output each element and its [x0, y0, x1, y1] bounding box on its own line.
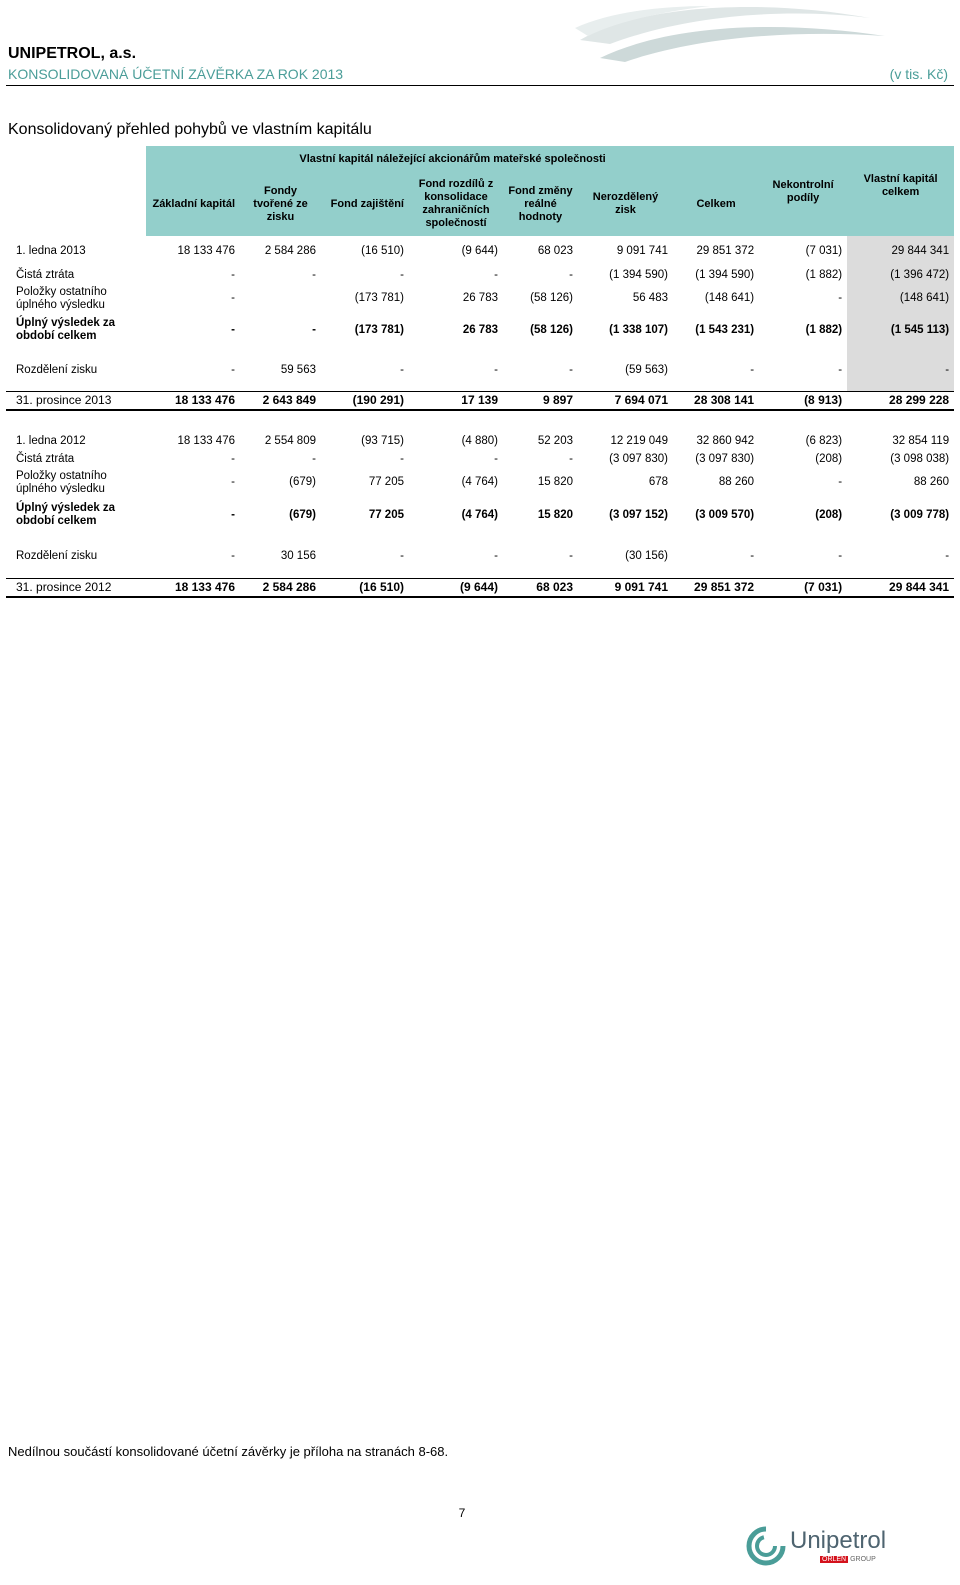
- units-label: (v tis. Kč): [889, 66, 948, 82]
- table-cell: (1 394 590): [695, 268, 755, 281]
- table-cell: 32 860 942: [696, 434, 755, 447]
- col-header-celkem: Celkem: [673, 172, 759, 236]
- table-cell: 88 260: [718, 476, 755, 488]
- table-row: [6, 361, 954, 379]
- row-label: 1. ledna 2012: [16, 434, 86, 447]
- col-header-fond-zajisteni: Fond zajištění: [321, 172, 409, 236]
- table-cell: (3 098 038): [890, 452, 950, 465]
- company-name: UNIPETROL, a.s.: [8, 45, 137, 62]
- spacer-row: [6, 565, 954, 578]
- table-cell: 18 133 476: [146, 578, 240, 597]
- page-number: 7: [458, 1506, 466, 1520]
- footer-note: Nedílnou součástí konsolidované účetní závěrky je příloha na stranách 8-68.: [8, 1444, 449, 1459]
- table-cell-total: (148 641): [847, 284, 954, 313]
- logo-group-suffix: GROUP: [850, 1556, 876, 1563]
- spacer-row: [6, 347, 954, 361]
- table-cell: -: [838, 476, 843, 488]
- table-cell: -: [231, 508, 235, 521]
- table-cell: (679): [289, 476, 316, 488]
- header-swoosh-graphic: [570, 0, 890, 70]
- table-cell: -: [231, 549, 235, 562]
- table-cell: -: [494, 268, 498, 281]
- table-cell: (173 781): [354, 292, 404, 304]
- table-cell: (1 394 590): [609, 268, 668, 281]
- table-cell: (93 715): [361, 434, 404, 447]
- table-cell-total: 28 299 228: [847, 391, 954, 410]
- table-row: [6, 450, 954, 468]
- table-row-total: [6, 578, 954, 597]
- table-cell: 29 844 341: [847, 578, 954, 597]
- table-cell: (4 764): [461, 508, 498, 521]
- table-cell: (4 764): [461, 476, 498, 488]
- table-cell: 29 851 372: [673, 578, 759, 597]
- col-header-zakladni-kapital: Základní kapitál: [146, 172, 240, 236]
- spacer-row: [6, 410, 954, 432]
- row-label: Čistá ztráta: [16, 452, 75, 465]
- table-cell: 12 219 049: [610, 434, 668, 447]
- table-cell: (8 913): [759, 391, 847, 410]
- table-cell: (58 126): [530, 292, 573, 304]
- table-cell: -: [231, 323, 235, 336]
- row-label: Položky ostatního úplného výsledku: [16, 285, 107, 311]
- table-cell: -: [750, 363, 755, 376]
- table-cell: (3 009 570): [695, 508, 755, 521]
- table-cell: -: [231, 452, 235, 465]
- table-cell: 9 897: [503, 391, 578, 410]
- report-title: KONSOLIDOVANÁ ÚČETNÍ ZÁVĚRKA ZA ROK 2013: [8, 66, 344, 82]
- table-cell: (30 156): [625, 549, 668, 562]
- table-cell: 29 851 372: [696, 244, 755, 257]
- equity-table: [6, 146, 954, 598]
- table-cell: (9 644): [461, 244, 498, 257]
- table-cell: 68 023: [537, 244, 573, 257]
- page-title: Konsolidovaný přehled pohybů ve vlastním kapitálu: [8, 121, 372, 138]
- table-cell: -: [569, 549, 573, 562]
- table-cell: [240, 284, 321, 313]
- col-header-nekontrolni: Nekontrolní podíly: [759, 146, 847, 236]
- table-cell: -: [494, 549, 498, 562]
- table-cell-total: 29 844 341: [847, 236, 954, 266]
- table-cell: 2 584 286: [264, 244, 316, 257]
- table-cell: -: [231, 476, 235, 488]
- table-cell: (1 882): [805, 323, 843, 336]
- table-cell: 17 139: [409, 391, 503, 410]
- table-cell: 30 156: [280, 549, 316, 562]
- orlen-badge: ORLEN: [822, 1556, 847, 1563]
- table-cell: -: [231, 292, 235, 304]
- table-cell: -: [838, 363, 843, 376]
- table-row: [6, 547, 954, 565]
- table-cell: 32 854 119: [892, 434, 950, 447]
- table-cell: (1 338 107): [609, 323, 668, 336]
- table-cell: (1 882): [805, 268, 843, 281]
- table-cell-total: (1 396 472): [847, 266, 954, 284]
- table-cell: -: [312, 323, 316, 336]
- row-label: Čistá ztráta: [16, 268, 75, 281]
- table-row: [6, 266, 954, 284]
- row-label: Úplný výsledek za období celkem: [16, 317, 116, 342]
- col-header-nerozdeleny-zisk: Nerozdělený zisk: [578, 172, 673, 236]
- table-cell: (58 126): [530, 323, 573, 336]
- logo-wordmark: Unipetrol: [790, 1527, 887, 1554]
- table-cell: (3 097 152): [609, 508, 668, 521]
- spacer-row: [6, 379, 954, 391]
- table-cell: 59 563: [280, 363, 316, 376]
- table-row: [6, 468, 954, 497]
- row-label: Rozdělení zisku: [16, 363, 98, 376]
- row-label: Rozdělení zisku: [16, 549, 98, 562]
- row-label: 31. prosince 2012: [6, 578, 146, 597]
- table-cell: 28 308 141: [673, 391, 759, 410]
- table-row: [6, 236, 954, 266]
- table-cell: (208): [815, 508, 843, 521]
- table-cell: -: [400, 452, 404, 465]
- table-cell: (173 781): [354, 323, 404, 336]
- table-cell: 15 820: [537, 476, 573, 488]
- table-header-group-row: [6, 146, 954, 172]
- col-header-fond-rozdilu: Fond rozdílů z konsolidace zahraničních společností: [409, 172, 503, 236]
- group-header: Vlastní kapitál náležející akcionářům mateřské společnosti: [146, 146, 759, 172]
- table-cell: (7 031): [805, 244, 843, 257]
- row-label: 31. prosince 2013: [6, 391, 146, 410]
- table-cell: -: [569, 363, 573, 376]
- table-cell: 2 584 286: [240, 578, 321, 597]
- table-cell: -: [400, 549, 404, 562]
- table-cell: (208): [815, 452, 843, 465]
- table-cell: -: [231, 268, 235, 281]
- table-cell: (16 510): [361, 244, 404, 257]
- table-cell: (7 031): [759, 578, 847, 597]
- table-cell: -: [569, 452, 573, 465]
- table-cell: (1 543 231): [695, 323, 755, 336]
- table-cell: 2 643 849: [240, 391, 321, 410]
- table-row: [6, 313, 954, 347]
- table-cell: 18 133 476: [146, 391, 240, 410]
- table-cell: -: [312, 452, 316, 465]
- header-rule: [6, 85, 954, 86]
- table-cell: 2 554 809: [264, 434, 316, 447]
- table-cell: (16 510): [321, 578, 409, 597]
- table-cell: (59 563): [625, 363, 668, 376]
- table-cell: 9 091 741: [616, 244, 668, 257]
- table-cell: (4 880): [461, 434, 498, 447]
- row-label: Položky ostatního úplného výsledku: [16, 469, 107, 495]
- col-header-fond-zmeny: Fond změny reálné hodnoty: [503, 172, 578, 236]
- table-cell: 18 133 476: [177, 434, 235, 447]
- col-header-vlastni-kapital: Vlastní kapitál celkem: [847, 146, 954, 236]
- table-cell: (190 291): [321, 391, 409, 410]
- table-cell: (9 644): [409, 578, 503, 597]
- table-cell: -: [569, 268, 573, 281]
- table-cell: 15 820: [537, 508, 573, 521]
- table-cell: (148 641): [704, 292, 755, 304]
- table-cell-total: -: [847, 361, 954, 379]
- table-cell: -: [312, 268, 316, 281]
- table-row: [6, 497, 954, 533]
- table-cell: 26 783: [462, 292, 498, 304]
- table-cell: 88 260: [913, 476, 950, 488]
- table-cell: -: [231, 363, 235, 376]
- table-row: [6, 432, 954, 450]
- table-cell: -: [838, 292, 843, 304]
- table-row: [6, 284, 954, 313]
- table-cell: 678: [648, 476, 668, 488]
- table-cell: (3 009 778): [890, 508, 950, 521]
- table-cell: -: [400, 268, 404, 281]
- table-cell: 56 483: [632, 292, 668, 304]
- table-cell: 7 694 071: [578, 391, 673, 410]
- table-cell: (679): [289, 508, 316, 521]
- row-label: Úplný výsledek za období celkem: [16, 502, 116, 527]
- table-cell: -: [750, 549, 755, 562]
- table-cell: -: [838, 549, 843, 562]
- col-header-fondy: Fondy tvořené ze zisku: [240, 172, 321, 236]
- table-cell: 68 023: [503, 578, 578, 597]
- spacer-row: [6, 533, 954, 547]
- table-cell: 77 205: [368, 508, 404, 521]
- table-cell: 77 205: [368, 476, 404, 488]
- table-cell-total: (1 545 113): [847, 313, 954, 347]
- table-cell: 9 091 741: [578, 578, 673, 597]
- table-cell: (3 097 830): [695, 452, 755, 465]
- row-label: 1. ledna 2013: [16, 244, 86, 257]
- table-cell: 52 203: [537, 434, 573, 447]
- table-cell: 26 783: [462, 323, 498, 336]
- table-cell: -: [945, 549, 950, 562]
- table-cell: -: [494, 363, 498, 376]
- table-cell: 18 133 476: [177, 244, 235, 257]
- logo-group-badge: [820, 1556, 876, 1563]
- table-cell: -: [494, 452, 498, 465]
- table-cell: -: [400, 363, 404, 376]
- table-cell: (6 823): [805, 434, 843, 447]
- table-cell: (3 097 830): [609, 452, 668, 465]
- table-row-total: [6, 391, 954, 410]
